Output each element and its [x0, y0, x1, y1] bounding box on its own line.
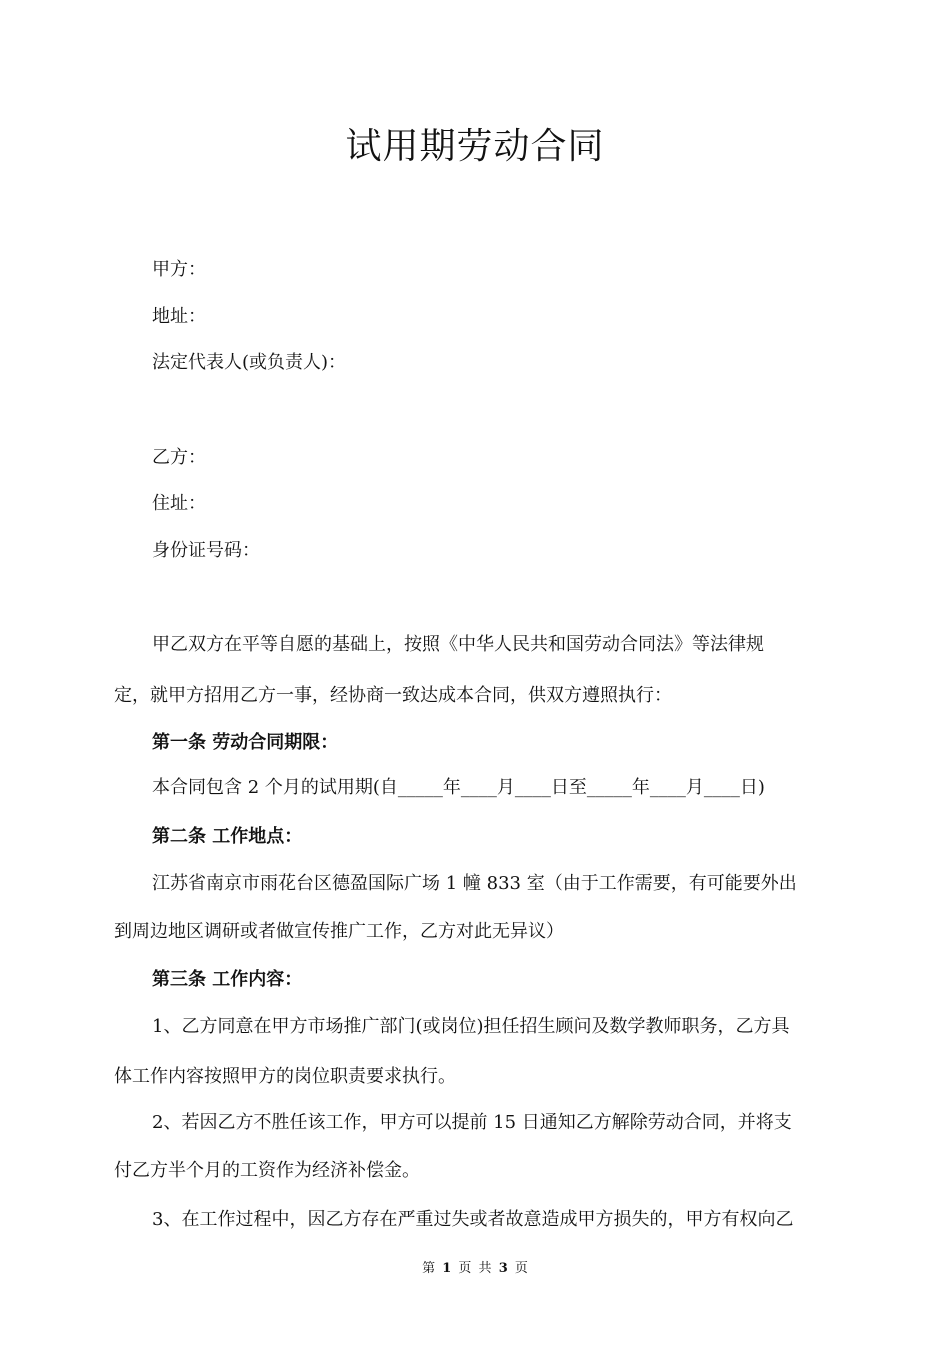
party-a-rep-label: 法定代表人(或负责人)：: [152, 352, 347, 373]
article-3-heading: 第三条 工作内容：: [152, 969, 303, 990]
article-3-item-1-line-2: 体工作内容按照甲方的岗位职责要求执行。: [114, 1066, 456, 1087]
party-a-name-label: 甲方：: [152, 259, 206, 280]
article-3-item-3-line-1: 3、在工作过程中，因乙方存在严重过失或者故意造成甲方损失的，甲方有权向乙: [152, 1209, 794, 1230]
article-2-line-2: 到周边地区调研或者做宣传推广工作，乙方对此无异议）: [114, 921, 564, 942]
page-footer: [0, 1257, 950, 1276]
article-2-heading: 第二条 工作地点：: [152, 826, 303, 847]
article-3-item-1-line-1: 1、乙方同意在甲方市场推广部门(或岗位)担任招生顾问及数学教师职务，乙方具: [152, 1016, 790, 1037]
document-title: 试用期劳动合同: [345, 126, 605, 167]
article-1-text: 本合同包含 2 个月的试用期(自_____年____月____日至_____年____月____日): [152, 777, 765, 798]
preamble-line-1: 甲乙双方在平等自愿的基础上，按照《中华人民共和国劳动合同法》等法律规: [152, 634, 764, 655]
party-b-name-label: 乙方：: [152, 447, 206, 468]
footer-prefix: 第: [422, 1261, 436, 1276]
footer-suffix: 页: [514, 1261, 528, 1276]
footer-page-number: 1: [442, 1261, 452, 1276]
article-1-heading: 第一条 劳动合同期限：: [152, 732, 339, 753]
article-3-item-2-line-2: 付乙方半个月的工资作为经济补偿金。: [114, 1160, 420, 1181]
party-b-id-label: 身份证号码：: [152, 540, 260, 561]
footer-total-pages: 3: [498, 1261, 508, 1276]
preamble-line-2: 定，就甲方招用乙方一事，经协商一致达成本合同，供双方遵照执行：: [114, 685, 672, 706]
party-a-address-label: 地址：: [152, 306, 206, 327]
footer-mid: 页 共: [458, 1261, 492, 1276]
article-3-item-2-line-1: 2、若因乙方不胜任该工作，甲方可以提前 15 日通知乙方解除劳动合同，并将支: [152, 1112, 792, 1133]
article-2-line-1: 江苏省南京市雨花台区德盈国际广场 1 幢 833 室（由于工作需要，有可能要外出: [152, 873, 797, 894]
party-b-address-label: 住址：: [152, 493, 206, 514]
